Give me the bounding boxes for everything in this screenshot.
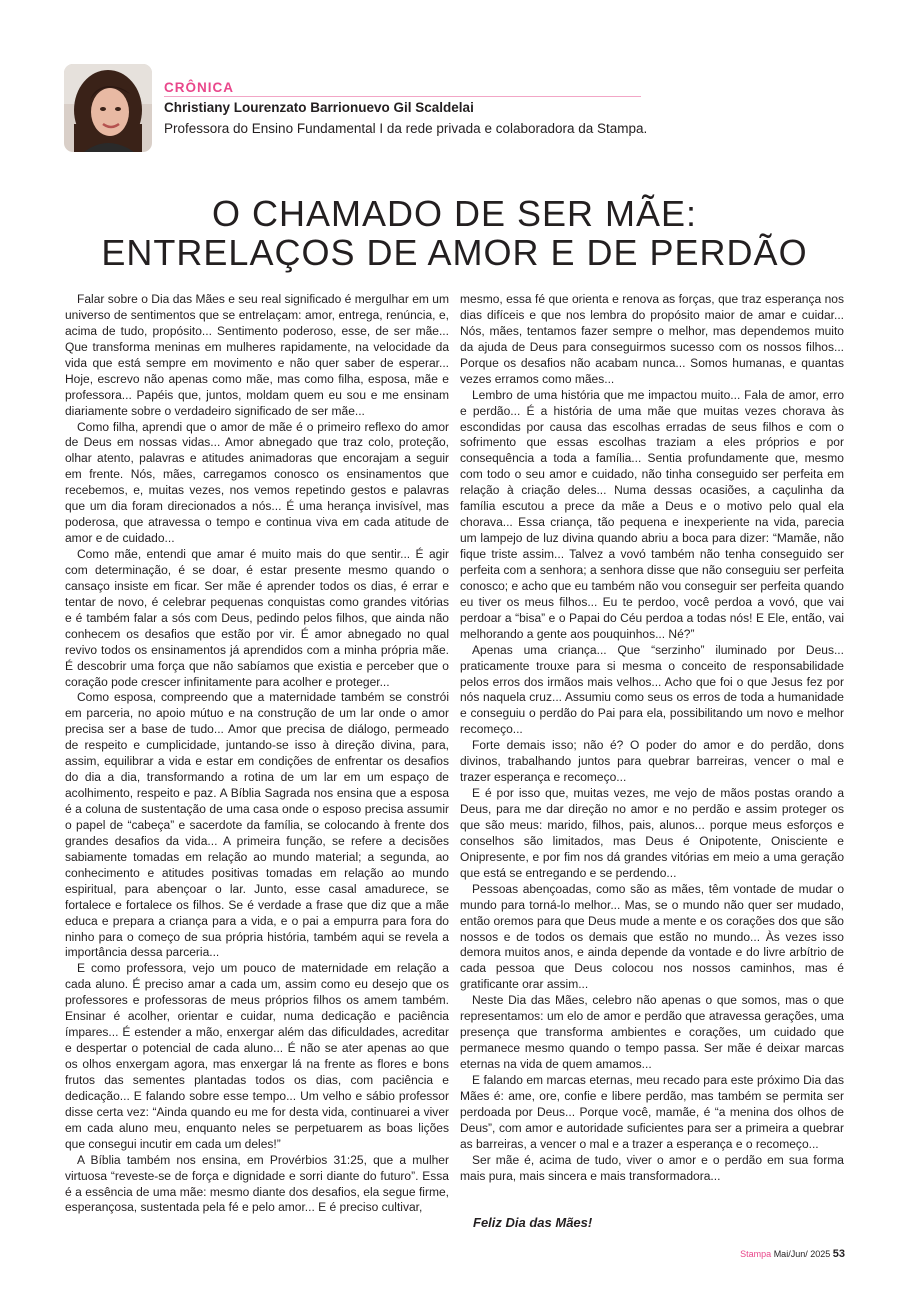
page-number: 53 xyxy=(832,1248,845,1260)
section-label: CRÔNICA xyxy=(164,80,234,95)
article-column-left xyxy=(65,292,449,1216)
paragraph: Apenas uma criança... Que “serzinho” iluminado por Deus... praticamente trouxe para si mesma o conceito de responsabilidade pelos erros dos irmãos mais velhos... Acho que foi o que Jesus fez por nós naquela cruz... Assumiu como seus os erros de toda a humanidade e conseguiu o perdão do Pai para ela, possibilitando um novo e melhor recomeço... xyxy=(460,642,844,737)
paragraph: Falar sobre o Dia das Mães e seu real significado é mergulhar em um universo de sentimentos que se entrelaçam: amor, entrega, renúncia, e, acima de tudo, propósito... Sentimento poderoso, esse, de ser mãe... Que transforma meninas em mulheres rapidamente, na velocidade da vida que está sempre em movimento e não quer saber de esperar... Hoje, escrevo não apenas como mãe, mas como filha, esposa, mãe e professora... Papéis que, juntos, moldam quem eu sou e me ensinam diariamente sobre o verdadeiro significado de ser mãe... xyxy=(65,292,449,418)
paragraph: Pessoas abençoadas, como são as mães, têm vontade de mudar o mundo para torná-lo melhor... Mas, se o mundo não quer ser mudado, então oremos para que Deus mude a mente e os corações dos que são nossos e de todos os demais que estão no mundo... Às vezes isso demora muitos anos, e ainda depende da vontade e do livre arbítrio de cada pessoa que Deus colocou nos nossos caminhos, mas é gratificante orar assim... xyxy=(460,881,844,992)
author-name: Christiany Lourenzato Barrionuevo Gil Scaldelai xyxy=(164,100,474,115)
paragraph: Forte demais isso; não é? O poder do amor e do perdão, dons divinos, trabalhando juntos para quebrar barreiras, vencer o mal e trazer esperança e recomeço... xyxy=(460,738,844,785)
article-column-right xyxy=(460,292,844,1185)
closing-greeting: Feliz Dia das Mães! xyxy=(473,1215,593,1230)
paragraph: mesmo, essa fé que orienta e renova as forças, que traz esperança nos dias difíceis e que nos lembra do propósito maior de amar e cuidar... Nós, mães, tentamos fazer sempre o melhor, mas dependemos muito da ajuda de Deus para conseguirmos sucesso com os nossos filhos... Porque os desafios não acabam nunca... Somos humanas, e quantas vezes erramos como mães... xyxy=(460,292,844,386)
paragraph: E falando em marcas eternas, meu recado para este próximo Dia das Mães é: ame, ore, confie e libere perdão, mas também se permita ser perdoada por Deus... Porque você, mamãe, é “a menina dos olhos de Deus”, com amor e autoridade suficientes para ser a primeira a quebrar as barreiras, a vencer o mal e a trazer a esperança e o recomeço... xyxy=(460,1072,844,1151)
paragraph: Como filha, aprendi que o amor de mãe é o primeiro reflexo do amor de Deus em nossas vidas... Amor abnegado que traz colo, proteção, olhar atento, palavras e atitudes animadoras que encorajam a seguir em frente. Nós, mães, carregamos conosco os ensinamentos que recebemos, e, muitas vezes, nos vemos repetindo gestos e palavras que um dia foram direcionados a nós... É uma herança invisível, mas poderosa, que atravessa o tempo e continua viva em cada atitude de amor e de cuidado... xyxy=(65,419,449,546)
page-footer xyxy=(740,1248,845,1260)
author-photo xyxy=(64,64,152,152)
paragraph: E como professora, vejo um pouco de maternidade em relação a cada aluno. É preciso amar a cada um, assim como eu desejo que os professores e professoras de meus próprios filhos os amem também. Ensinar é acolher, orientar e cuidar, numa dedicação e paciência ímpares... É estender a mão, enxergar além das dificuldades, acreditar e despertar o potencial de cada aluno... É não se ater apenas ao que os olhos enxergam agora, mas enxergar lá na frente as flores e bons frutos das sementes plantadas todos os dias, com paciência e dedicação... E falando sobre esse tempo... Um velho e sábio professor disse certa vez: “Ainda quando eu me for desta vida, continuarei a viver em cada aluno meu, enquanto neles se perpetuarem as boas lições que consegui incutir em cada um deles!” xyxy=(65,961,449,1151)
magazine-brand: Stampa xyxy=(740,1249,772,1259)
paragraph: Ser mãe é, acima de tudo, viver o amor e o perdão em sua forma mais pura, mais sincera e mais transformadora... xyxy=(460,1152,844,1183)
paragraph: Lembro de uma história que me impactou muito... Fala de amor, erro e perdão... É a história de uma mãe que muitas vezes chorava às escondidas por causa das escolhas erradas de seus filhos e com o sofrimento que essas escolhas traziam a eles próprios e por consequência a toda a família... Sentia profundamente que, mesmo com todo o seu amor e cuidado, não tinha conseguido ser perfeita em relação à criação deles... Numa dessas ocasiões, a caçulinha da família escutou a prece da mãe a Deus e o motivo pelo qual ela chorava... Essa criança, tão pequena e inexperiente na vida, parecia um lampejo de luz divina quando abriu a boca para dizer: “Mamãe, não fique triste assim... Talvez a vovó também não tenha conseguido ser perfeita com a senhora; a senhora disse que não conseguiu ser perfeita conosco; e acho que eu também não vou conseguir ser perfeita quando eu tiver os meus filhos... Eu te perdoo, você perdoa a vovó, que vai perdoar a “bisa” e o Papai do Céu perdoa a todas nós! E Ele, então, vai melhorando a gente aos pouquinhos... Né?” xyxy=(460,387,844,641)
article-title-line-1: O CHAMADO DE SER MÃE: xyxy=(211,193,698,234)
author-role: Professora do Ensino Fundamental I da rede privada e colaboradora da Stampa. xyxy=(164,121,648,136)
issue-date: Mai/Jun/ 2025 xyxy=(773,1249,831,1259)
paragraph: Como mãe, entendi que amar é muito mais do que sentir... É agir com determinação, é se doar, é estar presente mesmo quando o cansaço insiste em ficar. Ser mãe é aprender todos os dias, é errar e tentar de novo, é celebrar pequenas conquistas como grandes vitórias e é também falar a sós com Deus, pedindo pelos filhos, que ainda não conhecem os desafios que estão por vir. É amor abnegado no qual revivo todos os ensinamentos já aprendidos com a minha própria mãe. É descobrir uma força que não sabíamos que existia e perceber que o coração pode crescer infinitamente para acolher e proteger... xyxy=(65,547,449,689)
paragraph: E é por isso que, muitas vezes, me vejo de mãos postas orando a Deus, para me dar direção no amor e no perdão e assim proteger os que são meus: marido, filhos, pais, alunos... porque meus esforços e conselhos são limitados, mas Deus é Onipotente, Onisciente e Onipresente, e por fim nos dá grandes vitórias em meio a uma geração que está se entregando e se perdendo... xyxy=(460,786,844,880)
article-title-line-2: ENTRELAÇOS DE AMOR E DE PERDÃO xyxy=(101,232,808,273)
paragraph: Como esposa, compreendo que a maternidade também se constrói em parceria, no apoio mútuo e na construção de um lar onde o amor precisa ser a base de tudo... Amor que precisa de diálogo, permeado de respeito e cumplicidade, juntando-se isso à direção divina, para, assim, equilibrar a vida e estar em condições de enfrentar os desafios do dia a dia, transformando a rotina de um lar em um espaço de acolhimento, respeito e paz. A Bíblia Sagrada nos ensina que a esposa é a coluna de sustentação de uma casa onde o esposo precisa assumir o papel de “cabeça” e sacerdote da família, se colocando à frente dos grandes desafios da vida... A primeira função, se refere a decisões sabiamente tomadas em relação ao mundo material; a segunda, ao conhecimento e atitudes positivas tomadas em relação ao mundo espiritual, para abençoar o lar. Junto, esse casal amadurece, se fortalece e fortalece os filhos. Se é verdade a frase que diz que a mãe educa e prepara a criança para a vida, e o pai a empurra para fora do ninho para o começo de sua própria história, também aqui se revela a importância dessa parceria... xyxy=(65,690,449,960)
paragraph: A Bíblia também nos ensina, em Provérbios 31:25, que a mulher virtuosa “reveste-se de força e dignidade e sorri diante do futuro”. Essa é a essência de uma mãe: mesmo diante dos desafios, ela segue firme, esperançosa, sustentada pela fé e pelo amor... E é preciso cultivar, xyxy=(65,1152,449,1215)
paragraph: Neste Dia das Mães, celebro não apenas o que somos, mas o que representamos: um elo de amor e perdão que atravessa gerações, uma presença que transforma ambientes e corações, um cuidado que permanece mesmo quando o tempo passa. Ser mãe é deixar marcas eternas na vida de quem amamos... xyxy=(460,993,844,1071)
section-divider xyxy=(164,96,641,97)
